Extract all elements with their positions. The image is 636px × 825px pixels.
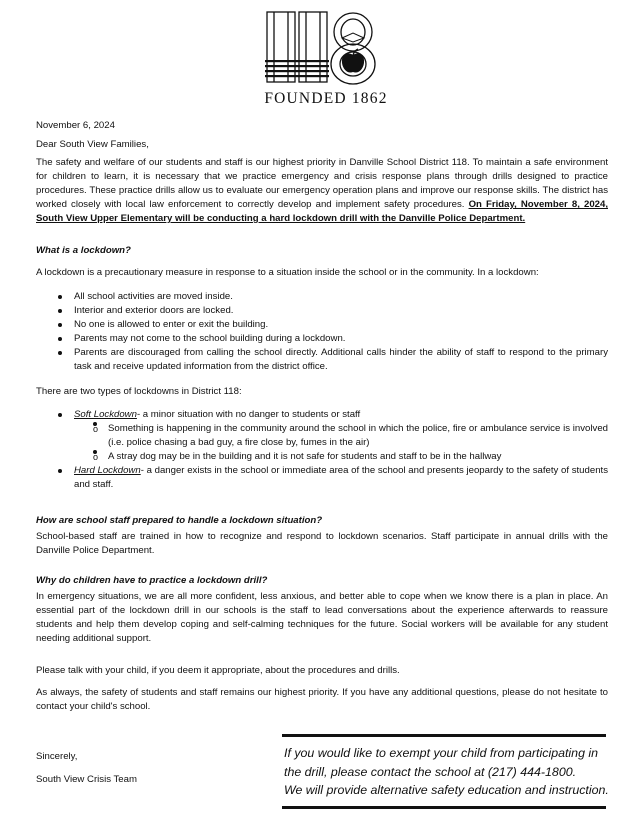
exempt-box-top-rule: [282, 734, 606, 737]
drill-announcement: On Friday, November 8, 2024, South View Upper Elementary will be conducting a hard lockdown drill with the Danville Police Department.: [36, 199, 608, 224]
staff-prepared-text: School-based staff are trained in how to recognize and respond to lockdown scenarios. Staff participate in annual drills with the Danville Police Department.: [36, 531, 608, 556]
exempt-line-3: We will provide alternative safety education and instruction.: [284, 783, 609, 797]
lockdown-types-intro: There are two types of lockdowns in District 118:: [36, 386, 242, 397]
district-118-logo-mark: [262, 8, 390, 90]
exempt-line-2: the drill, please contact the school at (217) 444-1800.: [284, 764, 577, 779]
soft-lockdown-desc: - a minor situation with no danger to students or staff: [136, 409, 361, 420]
list-item: Parents are discouraged from calling the school directly. Additional calls hinder the ability of staff to respond to the primary task and receive updated information from the district office.: [36, 346, 608, 374]
hard-lockdown-desc: - a danger exists in the school or immediate area of the school and presents jeopardy to the safety of students and staff.: [74, 465, 608, 490]
why-practice-heading: Why do children have to practice a lockdown drill?: [36, 575, 268, 586]
closing-word: Sincerely,: [36, 751, 78, 762]
list-item: No one is allowed to enter or exit the building.: [36, 318, 608, 332]
list-item: Parents may not come to the school building during a lockdown.: [36, 332, 608, 346]
soft-lockdown-item: [36, 408, 608, 464]
staff-prepared-heading: How are school staff prepared to handle a lockdown situation?: [36, 515, 323, 526]
signer-name: South View Crisis Team: [36, 774, 137, 785]
what-is-lockdown-text: A lockdown is a precautionary measure in response to a situation inside the school or in the community. In a lockdown:: [36, 267, 539, 278]
letter-date: November 6, 2024: [36, 120, 115, 131]
salutation: Dear South View Families,: [36, 139, 149, 150]
what-is-lockdown-heading: What is a lockdown?: [36, 245, 131, 256]
closing-note: As always, the safety of students and staff remains our highest priority. If you have any additional questions, please do not hesitate to contact your child's school.: [36, 687, 608, 712]
hard-lockdown-item: [36, 464, 608, 492]
intro-paragraph: [36, 156, 608, 226]
list-item: o Something is happening in the community around the school in which the police, fire or ambulance service is involved (i.e. police chasing a bad guy, a fire close by, fumes in the air): [36, 422, 608, 450]
lockdown-bullet-list: [36, 290, 608, 374]
talk-with-child-text: Please talk with your child, if you deem it appropriate, about the procedures and drills.: [36, 665, 400, 676]
intro-text: The safety and welfare of our students and staff is our highest priority in Danville School District 118. To maintain a safe environment for children to learn, it is necessary that we practice emergency and crisis response plans through drills designed to practice procedures. These practice drills allow us to evaluate our emergency operation plans and improve our response skills. The district has worked closely with local law enforcement to correctly develop and implement safety procedures.: [36, 157, 608, 210]
founded-caption: FOUNDED 1862: [264, 90, 388, 107]
soft-lockdown-examples: [36, 422, 608, 464]
list-item: All school activities are moved inside.: [36, 290, 608, 304]
exempt-box-bottom-rule: [282, 806, 606, 809]
lockdown-types-list: [36, 408, 608, 492]
hard-lockdown-term: Hard Lockdown: [74, 465, 141, 476]
district-logo: [262, 8, 390, 112]
exempt-line-1: If you would like to exempt your child from participating in: [284, 746, 599, 760]
exempt-notice: [284, 744, 614, 800]
why-practice-text: In emergency situations, we are all more confident, less anxious, and better able to cope when we know there is a plan in place. An essential part of the lockdown drill in our schools is the staff to lead conversations about the experience afterwards to reassure students and help them develop coping and self-calming techniques for the future. Social workers will be available for any student needing additional support.: [36, 591, 608, 644]
list-item: Interior and exterior doors are locked.: [36, 304, 608, 318]
soft-lockdown-term: Soft Lockdown: [74, 409, 137, 420]
list-item: o A stray dog may be in the building and it is not safe for students and staff to be in the hallway: [36, 450, 608, 464]
